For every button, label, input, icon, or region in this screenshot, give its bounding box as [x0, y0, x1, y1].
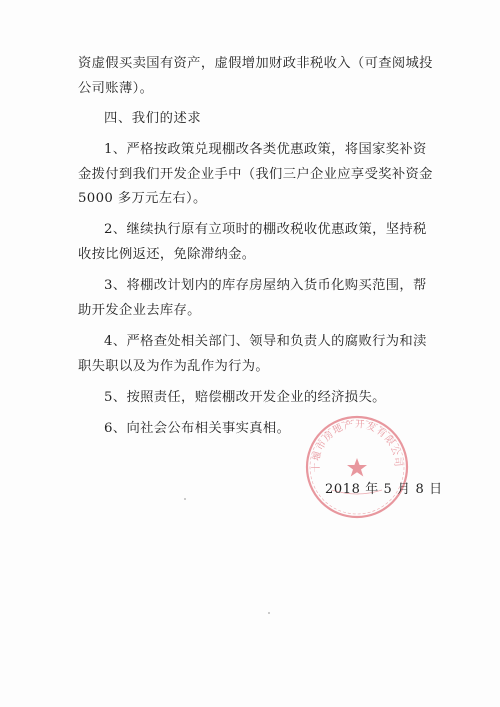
body-text-line: 2、继续执行原有立项时的棚改税收优惠政策，坚持税 — [104, 222, 427, 237]
body-text-line: 1、严格按政策兑现棚改各类优惠政策，将国家奖补资 — [104, 142, 427, 157]
body-text-line: 5、按照责任，赔偿棚改开发企业的经济损失。 — [104, 390, 386, 405]
scan-speck — [268, 612, 270, 614]
body-text-line: 金拨付到我们开发企业手中（我们三户企业应享受奖补资金 — [78, 167, 433, 182]
body-text-line: 收按比例返还，免除滞纳金。 — [78, 247, 256, 262]
section-heading: 四、我们的述求 — [104, 111, 202, 126]
company-seal-stamp — [302, 412, 412, 522]
body-text-line: 5000 多万元左右）。 — [78, 191, 207, 206]
seal-text: 十堰市房地产开发有限公司 — [310, 419, 404, 473]
body-text-line: 4、严格查处相关部门、领导和负责人的腐败行为和渎 — [104, 334, 427, 349]
document-date: 2018 年 5 月 8 日 — [325, 482, 443, 497]
body-text-line: 3、将棚改计划内的库存房屋纳入货币化购买范围，帮 — [104, 278, 427, 293]
body-text-line: 职失职以及为作为乱作为行为。 — [78, 359, 270, 374]
scan-speck — [184, 498, 186, 500]
body-text-line: 公司账薄）。 — [78, 81, 154, 96]
body-text-line: 6、向社会公布相关事实真相。 — [104, 421, 291, 436]
svg-text:十堰市房地产开发有限公司 — [310, 418, 403, 472]
body-text-line: 资虚假买卖国有资产，虚假增加财政非税收入（可查阅城投 — [78, 56, 433, 71]
body-text-line: 助开发企业去库存。 — [78, 303, 201, 318]
